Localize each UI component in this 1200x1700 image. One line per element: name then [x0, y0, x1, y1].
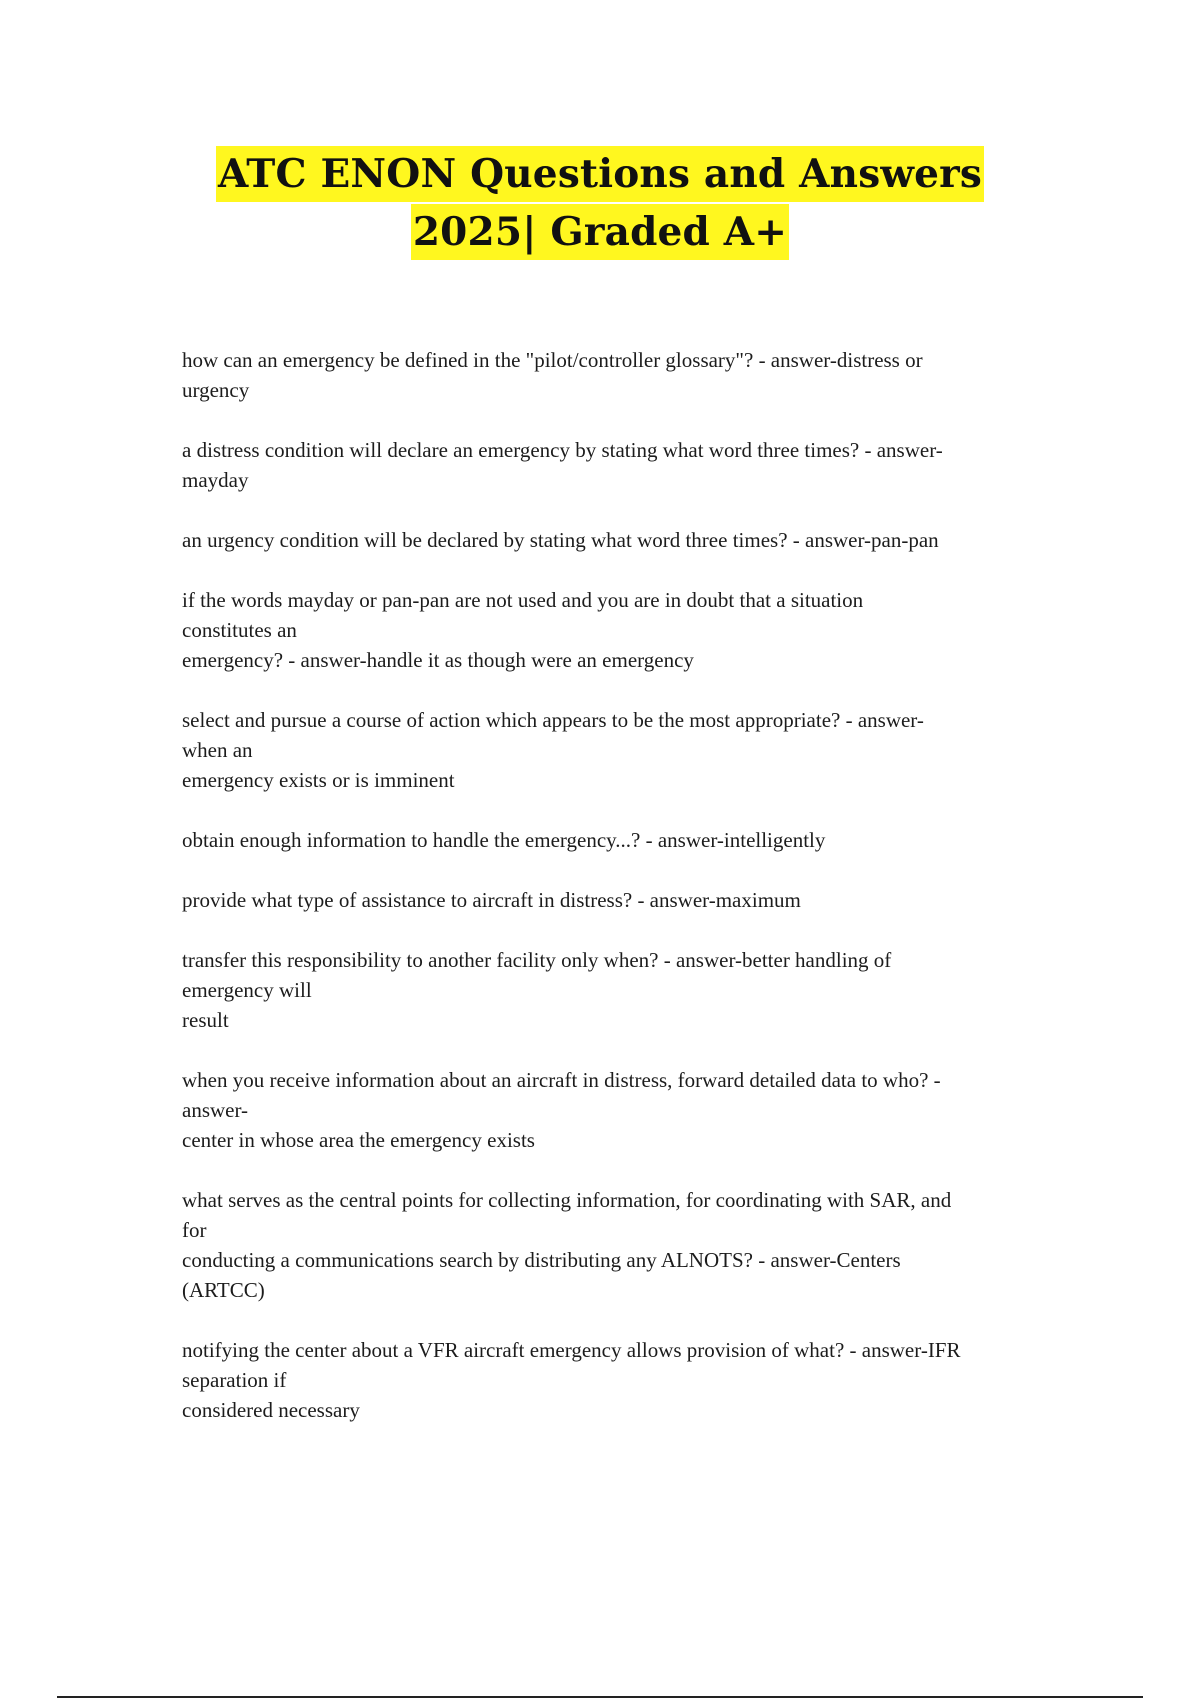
qa-text-line: mayday	[182, 468, 249, 492]
qa-text-line: an urgency condition will be declared by stating what word three times? - answer-pan-pan	[182, 528, 939, 552]
qa-text-line: provide what type of assistance to aircraft in distress? - answer-maximum	[182, 888, 801, 912]
qa-text-line: select and pursue a course of action which appears to be the most appropriate? - answer-	[182, 708, 924, 732]
qa-text-line: separation if	[182, 1368, 287, 1392]
qa-text-line: a distress condition will declare an emergency by stating what word three times? - answer-	[182, 438, 943, 462]
qa-list	[182, 345, 1062, 1455]
page-title	[0, 146, 1200, 262]
qa-text-line: emergency exists or is imminent	[182, 768, 455, 792]
qa-text-line: for	[182, 1218, 207, 1242]
qa-item	[182, 945, 1062, 1035]
qa-text-line: (ARTCC)	[182, 1278, 265, 1302]
qa-text-line: considered necessary	[182, 1398, 360, 1422]
qa-text-line: result	[182, 1008, 229, 1032]
bottom-divider	[57, 1696, 1143, 1698]
qa-item	[182, 705, 1062, 795]
title-line-1: ATC ENON Questions and Answers	[216, 146, 984, 202]
qa-item	[182, 1065, 1062, 1155]
qa-item	[182, 345, 1062, 405]
qa-text-line: constitutes an	[182, 618, 297, 642]
qa-item	[182, 885, 1062, 915]
qa-text-line: how can an emergency be defined in the "pilot/controller glossary"? - answer-distress or	[182, 348, 923, 372]
qa-item	[182, 825, 1062, 855]
qa-item	[182, 435, 1062, 495]
qa-text-line: center in whose area the emergency exists	[182, 1128, 535, 1152]
qa-item	[182, 585, 1062, 675]
title-line-2: 2025| Graded A+	[411, 204, 789, 260]
qa-item	[182, 1335, 1062, 1425]
qa-text-line: if the words mayday or pan-pan are not used and you are in doubt that a situation	[182, 588, 864, 612]
qa-text-line: when you receive information about an aircraft in distress, forward detailed data to who? -	[182, 1068, 941, 1092]
qa-text-line: what serves as the central points for collecting information, for coordinating with SAR, and	[182, 1188, 952, 1212]
qa-text-line: conducting a communications search by distributing any ALNOTS? - answer-Centers	[182, 1248, 901, 1272]
qa-text-line: emergency will	[182, 978, 312, 1002]
qa-text-line: urgency	[182, 378, 250, 402]
qa-text-line: emergency? - answer-handle it as though were an emergency	[182, 648, 694, 672]
qa-item	[182, 525, 1062, 555]
qa-item	[182, 1185, 1062, 1305]
qa-text-line: obtain enough information to handle the emergency...? - answer-intelligently	[182, 828, 826, 852]
qa-text-line: answer-	[182, 1098, 249, 1122]
qa-text-line: transfer this responsibility to another facility only when? - answer-better handling of	[182, 948, 892, 972]
qa-text-line: when an	[182, 738, 253, 762]
qa-text-line: notifying the center about a VFR aircraft emergency allows provision of what? - answer-IFR	[182, 1338, 961, 1362]
